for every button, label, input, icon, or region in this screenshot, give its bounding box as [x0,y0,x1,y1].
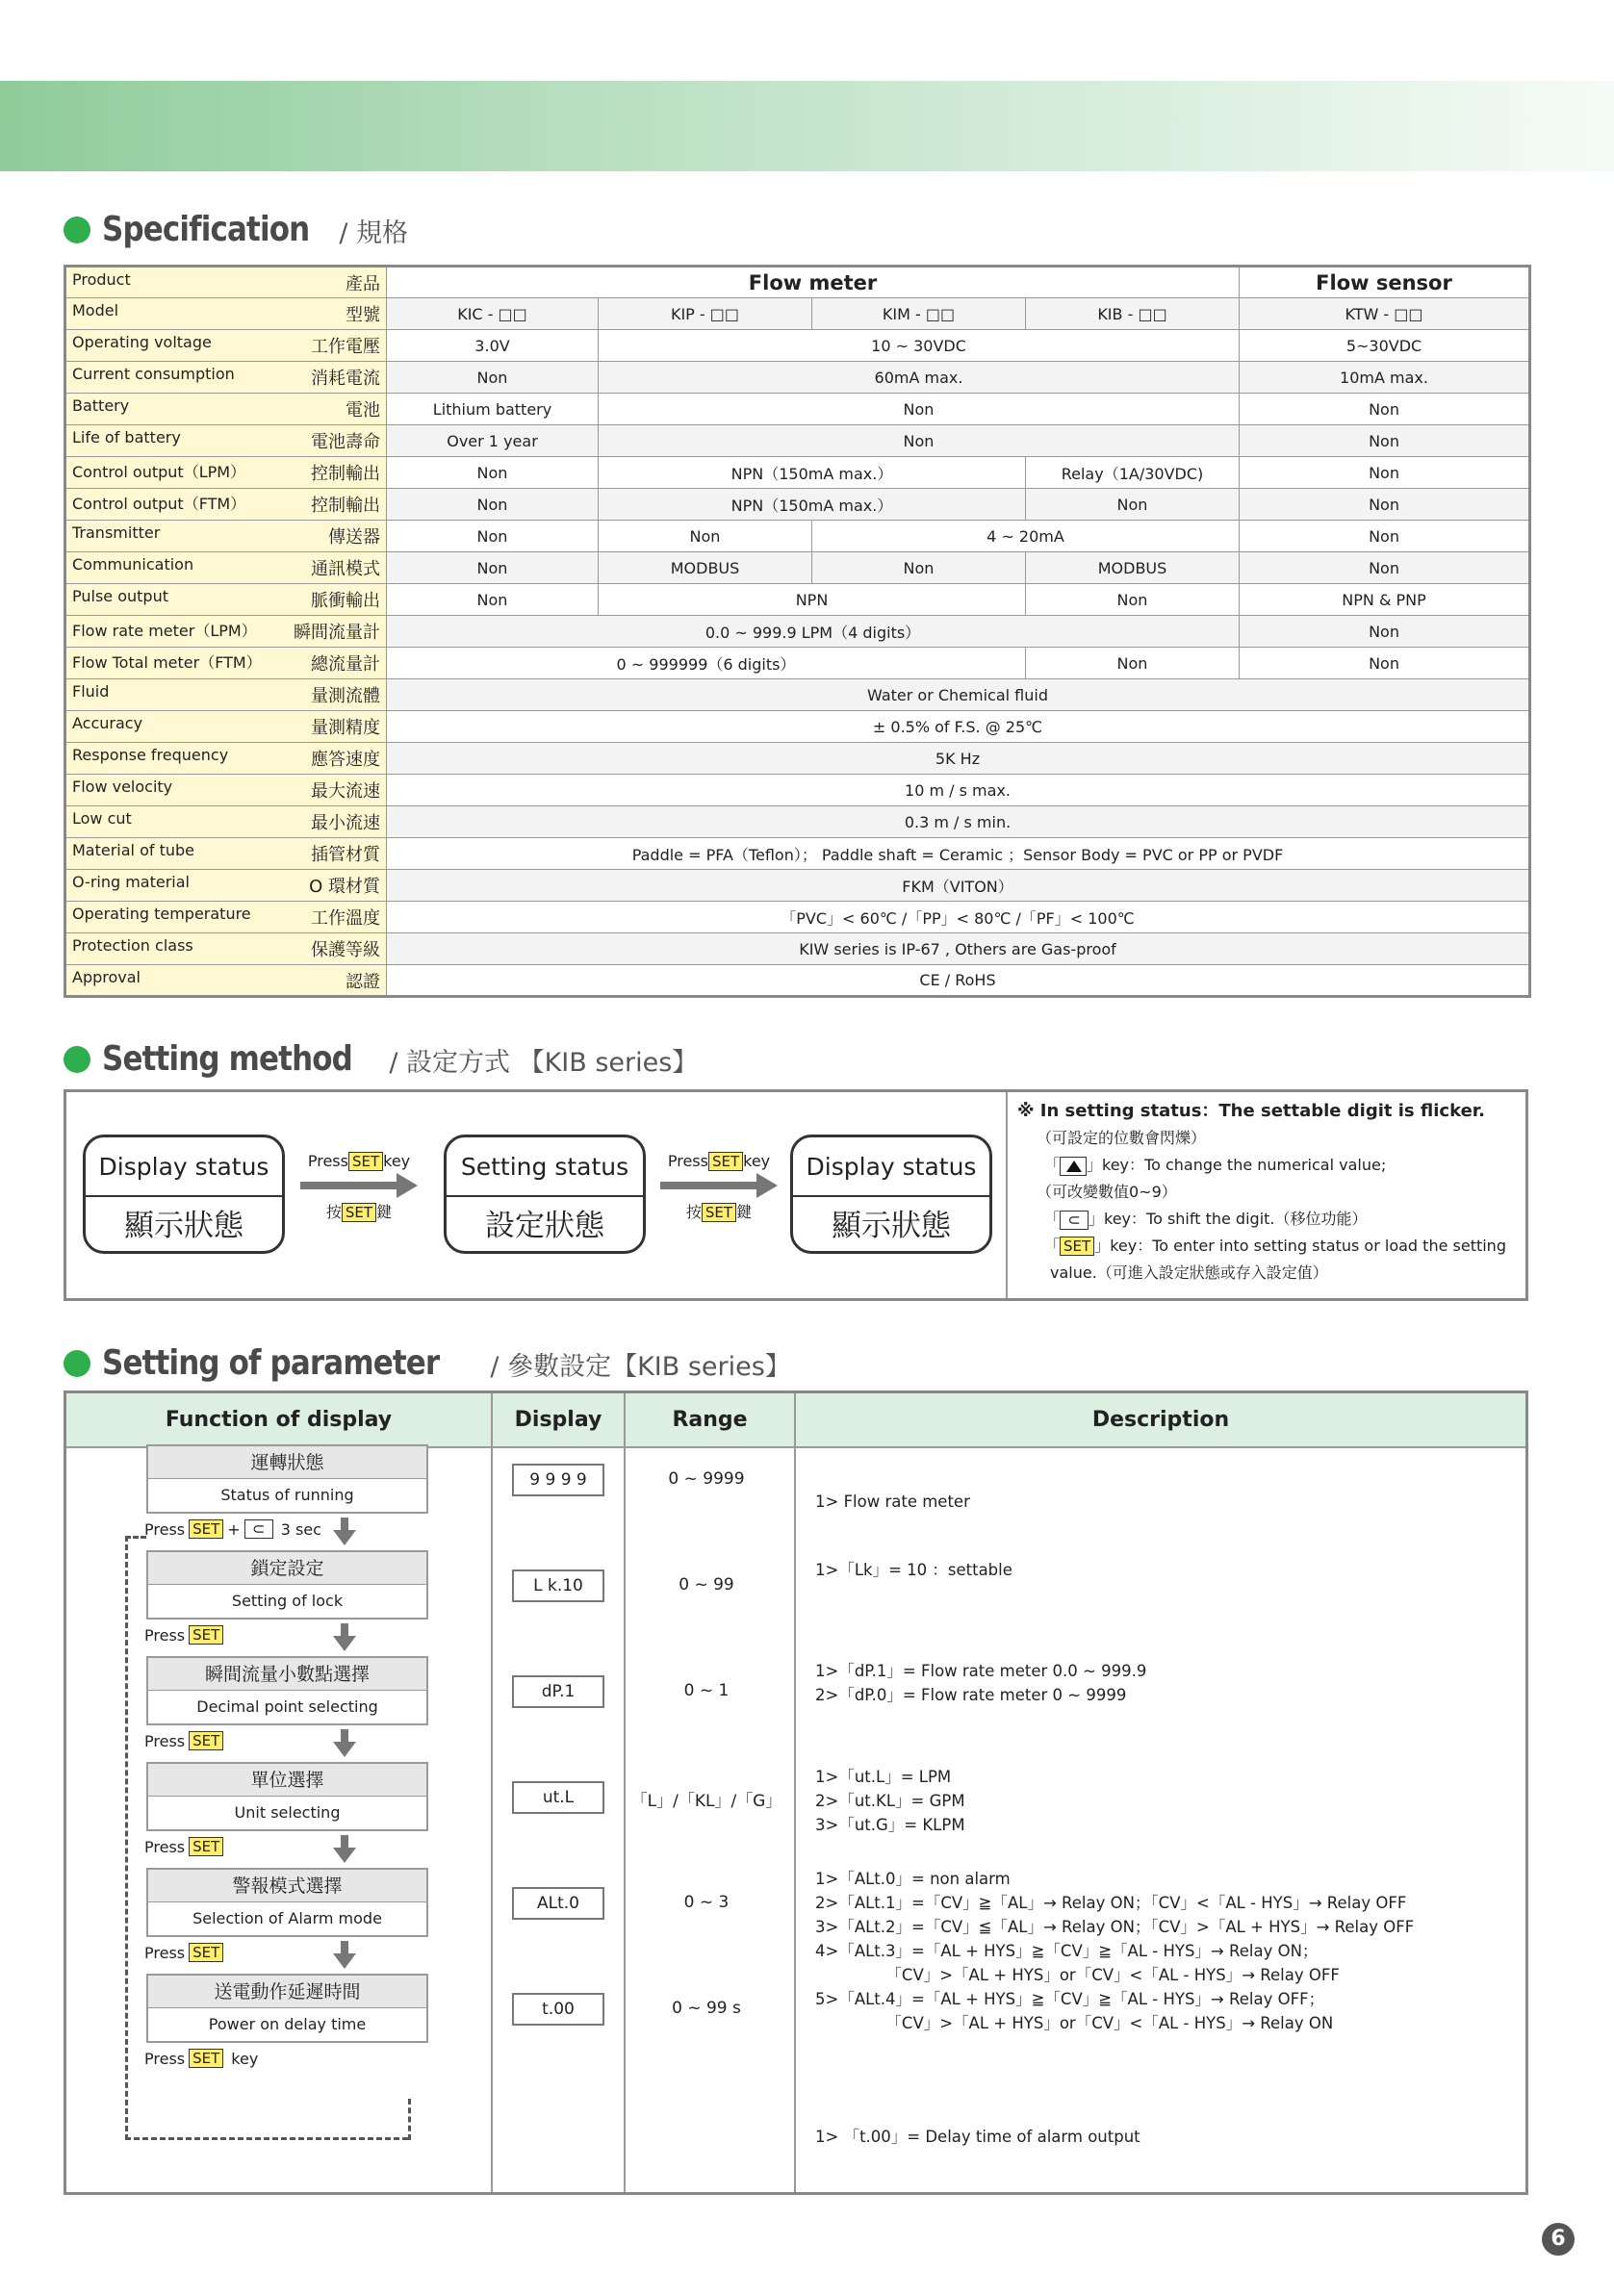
spec-row [65,521,1530,552]
spec-cell: KTW - □□ [1240,298,1530,330]
setting-flow [66,1092,1008,1298]
spec-row-label: Flow rate meter（LPM） 瞬間流量計 [65,616,387,648]
spec-row [65,552,1530,584]
up-key-icon [1060,1157,1087,1176]
spec-cell: FKM（VITON） [387,870,1530,902]
bullet-dot-icon [64,1350,90,1377]
press-instruction: Press SET [144,1625,223,1645]
spec-row-label: Flow velocity 最大流速 [65,775,387,806]
spec-cell: 5~30VDC [1240,330,1530,362]
bullet-dot-icon [64,217,90,243]
shift-key-icon: ⊂ [1060,1211,1089,1230]
set-key-icon: SET [189,1837,223,1856]
spec-cell: 4 ~ 20mA [812,521,1240,552]
spec-row [65,330,1530,362]
spec-row [65,775,1530,806]
spec-row [65,679,1530,711]
set-key-icon: SET [1060,1237,1094,1256]
right-arrow-icon [300,1179,418,1192]
spec-row [65,394,1530,425]
spec-cell: KIW series is IP-67 , Others are Gas-proof [387,933,1530,965]
spec-cell: Non [599,425,1240,457]
press-instruction: Press SET + ⊂ 3 sec [144,1519,321,1539]
set-key-icon: SET [189,1943,223,1962]
spec-cell: Non [387,362,599,394]
param-section-title: Setting of parameter / 參數設定【KIB series】 [64,1343,791,1383]
display-readout: ALt.0 [512,1887,604,1920]
spec-cell: KIC - □□ [387,298,599,330]
spec-cell: Non [387,552,599,584]
spec-cell: Non [1240,394,1530,425]
spec-cell: Non [1240,616,1530,648]
right-arrow-icon [660,1179,778,1192]
spec-row-label: Material of tube 插管材質 [65,838,387,870]
spec-row [65,711,1530,743]
spec-row-label: Response frequency 應答速度 [65,743,387,775]
description-text: 1> 「t.00」= Delay time of alarm output [815,2128,1140,2146]
setting-notes: ※ In setting status：The settable digit is flicker. （可設定的位數會閃爍） 「 」key：To change the numerical value; （可改變數值0~9） 「 ⊂ 」key：To shift the digit.（移位功能） 「 SET 」key：To enter into setting status or load the setting value.（可進入設定狀態或存入設定值） [1017,1101,1506,1282]
spec-cell: MODBUS [599,552,812,584]
method-section-title: Setting method / 設定方式 【KIB series】 [64,1039,698,1079]
press-set-arrow-1: Press SET key 按 SET 鍵 [292,1152,426,1222]
function-box: 鎖定設定 Setting of lock [146,1550,428,1620]
down-arrow-icon [333,1835,356,1864]
spec-cell: NPN（150mA max.） [599,457,1026,489]
set-key-icon: SET [189,2049,223,2068]
spec-cell: 0.0 ~ 999.9 LPM（4 digits） [387,616,1240,648]
spec-row [65,743,1530,775]
set-key-icon: SET [708,1152,743,1171]
spec-cell: Non [812,552,1026,584]
press-instruction: Press SET [144,1837,223,1856]
spec-cell: Non [1026,584,1240,616]
spec-row-label: Protection class 保護等級 [65,933,387,965]
spec-cell: Non [387,489,599,521]
setting-status-box: Setting status 設定狀態 [444,1135,646,1254]
down-arrow-icon [333,1623,356,1652]
spec-row [65,648,1530,679]
spec-row-label: Control output（LPM） 控制輸出 [65,457,387,489]
spec-cell: MODBUS [1026,552,1240,584]
range-value: 「L」/「KL」/「G」 [630,1792,782,1811]
range-value: 0 ~ 99 [679,1575,734,1594]
function-box: 運轉狀態 Status of running [146,1444,428,1514]
spec-row [65,584,1530,616]
spec-row [65,838,1530,870]
spec-cell: Paddle = PFA（Teflon）； Paddle shaft = Ceramic ；Sensor Body = PVC or PP or PVDF [387,838,1530,870]
spec-row [65,902,1530,933]
spec-row [65,362,1530,394]
spec-row-label: Current consumption 消耗電流 [65,362,387,394]
spec-cell: Non [1240,425,1530,457]
spec-cell: 10 ~ 30VDC [599,330,1240,362]
spec-cell: 10 m / s max. [387,775,1530,806]
spec-cell: Non [1240,648,1530,679]
setting-method-box [64,1089,1528,1301]
display-readout: L k.10 [512,1569,604,1602]
spec-cell: KIM - □□ [812,298,1026,330]
display-status-box: Display status 顯示狀態 [790,1135,992,1254]
spec-header-flow-meter: Flow meter [387,267,1240,298]
spec-cell: CE / RoHS [387,965,1530,997]
page-number: 6 [1542,2223,1575,2256]
spec-row-label: Control output（FTM） 控制輸出 [65,489,387,521]
spec-row [65,806,1530,838]
spec-row-label: Approval 認證 [65,965,387,997]
spec-section-title: Specification / 規格 [64,210,408,249]
spec-cell: Non [1240,552,1530,584]
press-instruction: Press SET [144,1943,223,1962]
range-value: 0 ~ 1 [683,1681,730,1700]
spec-row [65,870,1530,902]
range-value: 0 ~ 3 [683,1893,730,1912]
display-status-box: Display status 顯示狀態 [83,1135,285,1254]
spec-cell: Non [1240,457,1530,489]
spec-cell: 60mA max. [599,362,1240,394]
spec-cell: Non [1026,489,1240,521]
set-key-icon: SET [189,1519,223,1539]
header-banner [0,81,1614,171]
spec-row-label: Battery 電池 [65,394,387,425]
range-value: 0 ~ 99 s [672,1999,741,2018]
display-readout: ut.L [512,1781,604,1814]
function-box: 警報模式選擇 Selection of Alarm mode [146,1868,428,1937]
spec-row-label: Flow Total meter（FTM） 總流量計 [65,648,387,679]
down-arrow-icon [333,1941,356,1970]
function-box: 瞬間流量小數點選擇 Decimal point selecting [146,1656,428,1725]
spec-cell: NPN & PNP [1240,584,1530,616]
spec-cell: 「PVC」< 60℃ /「PP」< 80℃ /「PF」< 100℃ [387,902,1530,933]
spec-cell: 0.3 m / s min. [387,806,1530,838]
set-key-icon: SET [342,1203,376,1222]
spec-cell: Lithium battery [387,394,599,425]
down-arrow-icon [333,1729,356,1758]
spec-cell: NPN [599,584,1026,616]
spec-row-label: Accuracy 量測精度 [65,711,387,743]
spec-cell: KIP - □□ [599,298,812,330]
spec-row-label: Operating temperature 工作溫度 [65,902,387,933]
set-key-icon: SET [348,1152,383,1171]
spec-row [65,965,1530,997]
spec-row-label: Transmitter 傳送器 [65,521,387,552]
description-text: 1> Flow rate meter [815,1492,970,1511]
display-readout: 9 9 9 9 [512,1464,604,1496]
function-box: 送電動作延遲時間 Power on delay time [146,1974,428,2043]
spec-cell: 3.0V [387,330,599,362]
spec-row [65,298,1530,330]
set-key-icon: SET [702,1203,736,1222]
spec-row-label: Low cut 最小流速 [65,806,387,838]
parameter-table [64,1390,1528,2195]
spec-row-label: Operating voltage 工作電壓 [65,330,387,362]
spec-header-product: Product 產品 [65,267,387,298]
spec-row-label: O-ring material O 環材質 [65,870,387,902]
spec-row [65,489,1530,521]
spec-cell: NPN（150mA max.） [599,489,1026,521]
spec-cell: 0 ~ 999999（6 digits） [387,648,1026,679]
spec-cell: Non [599,521,812,552]
spec-row [65,616,1530,648]
spec-row-label: Communication 通訊模式 [65,552,387,584]
spec-row-label: Life of battery 電池壽命 [65,425,387,457]
spec-cell: 5K Hz [387,743,1530,775]
spec-cell: Non [1240,489,1530,521]
function-box: 單位選擇 Unit selecting [146,1762,428,1831]
set-key-icon: SET [189,1625,223,1645]
down-arrow-icon [333,1518,356,1546]
description-text: 1>「Lk」= 10 ：settable [815,1561,1012,1579]
spec-cell: Non [387,457,599,489]
spec-cell: Over 1 year [387,425,599,457]
spec-cell: Non [599,394,1240,425]
spec-row-label: Model 型號 [65,298,387,330]
press-instruction: Press SET key [144,2049,259,2068]
shift-key-icon: ⊂ [244,1519,273,1539]
press-instruction: Press SET [144,1731,223,1750]
parameter-header: Function of display Display Range Description [66,1393,1525,1448]
range-value: 0 ~ 9999 [668,1469,745,1489]
description-text: 1>「ALt.0」= non alarm 2>「ALt.1」=「CV」≧「AL」→ Relay ON；「CV」<「AL - HYS」→ Relay OFF 3>「ALt.2」=「CV」≦「AL」→ Relay ON；「CV」>「AL + HYS」→ Relay OFF 4>「ALt.3」=「AL + HYS」≧「CV」≧「AL - HYS」→ Relay ON； 「CV」>「AL + HYS」or「CV」<「AL - HYS」→ Relay OFF 5>「ALt.4」=「AL + HYS」≧「CV」≧「AL - HYS」→ Relay OFF； 「CV」>「AL + HYS」or「CV」<「AL - HYS」→ Relay ON [815,1870,1415,2032]
press-set-arrow-2: Press SET key 按 SET 鍵 [652,1152,786,1222]
specification-table [64,265,1531,998]
display-readout: t.00 [512,1993,604,2026]
spec-row [65,457,1530,489]
spec-cell: 10mA max. [1240,362,1530,394]
spec-row-label: Fluid 量測流體 [65,679,387,711]
spec-cell: KIB - □□ [1026,298,1240,330]
description-text: 1>「dP.1」= Flow rate meter 0.0 ~ 999.9 2>「dP.0」= Flow rate meter 0 ~ 9999 [815,1662,1147,1704]
spec-cell: Non [387,584,599,616]
set-key-icon: SET [189,1731,223,1750]
spec-cell: Water or Chemical fluid [387,679,1530,711]
spec-cell: Non [1240,521,1530,552]
display-readout: dP.1 [512,1675,604,1708]
spec-row-label: Pulse output 脈衝輸出 [65,584,387,616]
spec-row [65,425,1530,457]
bullet-dot-icon [64,1046,90,1073]
spec-cell: ± 0.5% of F.S. @ 25℃ [387,711,1530,743]
spec-cell: Non [387,521,599,552]
spec-cell: Relay（1A/30VDC) [1026,457,1240,489]
description-text: 1>「ut.L」= LPM 2>「ut.KL」= GPM 3>「ut.G」= KLPM [815,1768,965,1834]
spec-cell: Non [1026,648,1240,679]
spec-row [65,933,1530,965]
spec-header-flow-sensor: Flow sensor [1240,267,1530,298]
